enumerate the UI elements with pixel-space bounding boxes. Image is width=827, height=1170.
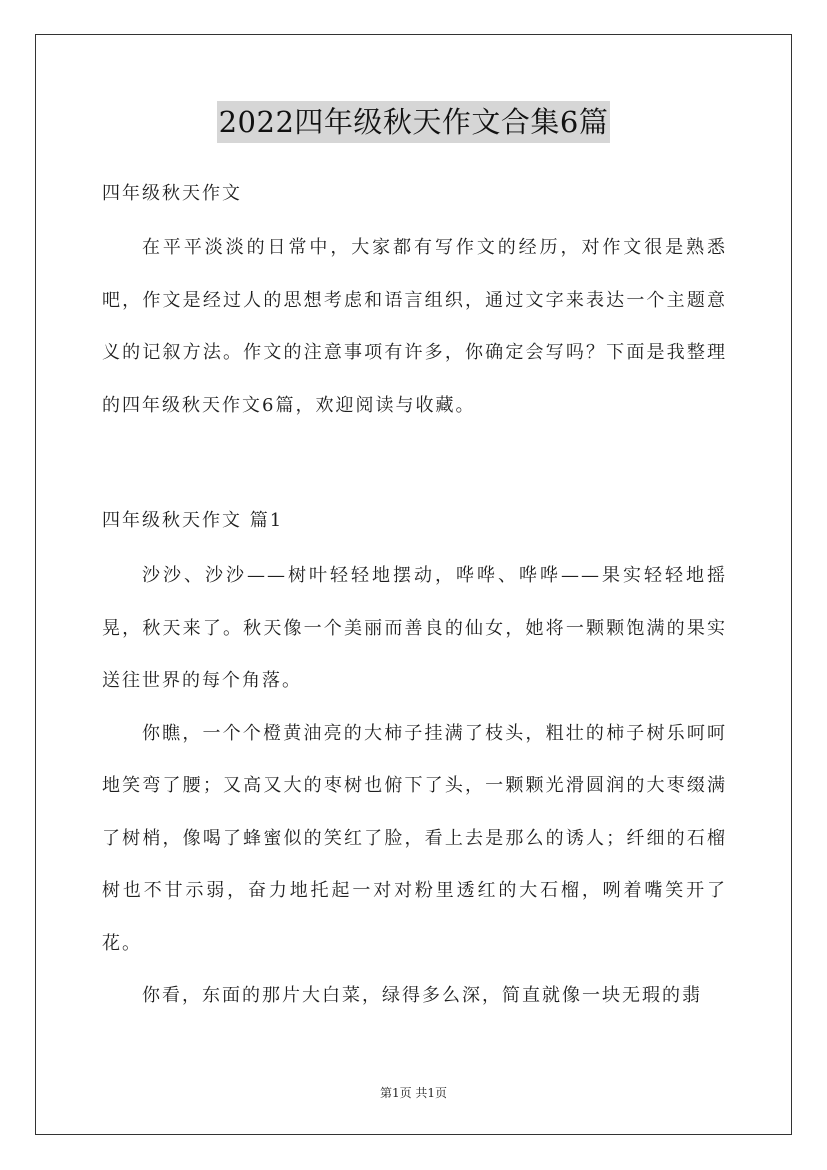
document-title: 2022四年级秋天作文合集6篇 xyxy=(217,101,611,143)
body-paragraph-1: 沙沙、沙沙——树叶轻轻地摆动，哗哗、哗哗——果实轻轻地摇晃，秋天来了。秋天像一个美丽而善良的仙女，她将一颗颗饱满的果实送往世界的每个角落。 xyxy=(102,565,727,691)
body-paragraph-2: 你瞧，一个个橙黄油亮的大柿子挂满了枝头，粗壮的柿子树乐呵呵地笑弯了腰；又高又大的枣树也俯下了头，一颗颗光滑圆润的大枣缀满了树梢，像喝了蜂蜜似的笑红了脸，看上去是那么的诱人；纤细的石榴树也不甘示弱，奋力地托起一对对粉里透红的大石榴，咧着嘴笑开了花。 xyxy=(102,722,727,954)
title-container xyxy=(0,101,827,143)
section-heading: 四年级秋天作文 xyxy=(102,183,242,204)
article-body xyxy=(102,550,727,1023)
body-paragraph-3: 你看，东面的那片大白菜，绿得多么深，简直就像一块无瑕的翡 xyxy=(142,985,702,1006)
page-footer xyxy=(0,1084,827,1101)
intro-paragraph: 在平平淡淡的日常中，大家都有写作文的经历，对作文很是熟悉吧，作文是经过人的思想考虑和语言组织，通过文字来表达一个主题意义的记叙方法。作文的注意事项有许多，你确定会写吗？下面是我整理的四年级秋天作文6篇，欢迎阅读与收藏。 xyxy=(102,237,727,416)
page-number-label: 第1页 共1页 xyxy=(379,1086,448,1100)
article-heading: 四年级秋天作文 篇1 xyxy=(102,510,284,531)
intro-block xyxy=(102,222,727,432)
